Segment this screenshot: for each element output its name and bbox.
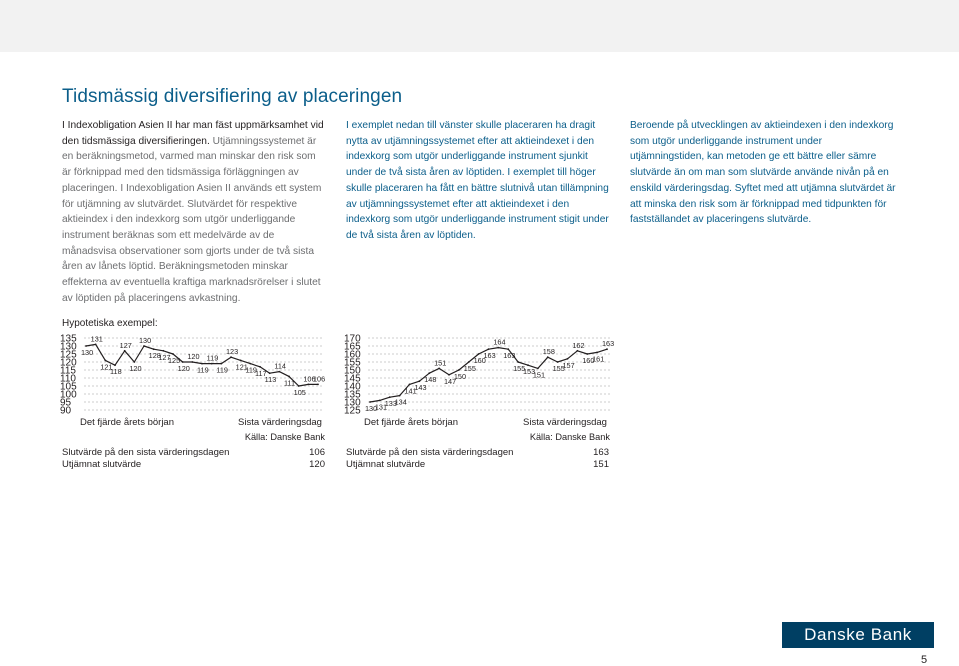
data-label: 160: [473, 356, 486, 365]
data-label: 134: [394, 397, 407, 407]
data-point: [399, 395, 401, 397]
data-label: 117: [255, 368, 267, 378]
example-column: [346, 118, 616, 244]
data-point: [567, 358, 569, 360]
data-point: [369, 401, 371, 403]
data-label: 119: [216, 365, 228, 375]
y-tick-label: 155: [344, 357, 361, 369]
data-label: 114: [274, 361, 286, 371]
data-point: [409, 384, 411, 386]
data-label: 161: [592, 354, 605, 364]
danske-bank-logo: [782, 622, 934, 648]
chart-source: Källa: Danske Bank: [529, 432, 610, 442]
logo-text: Danske Bank: [804, 625, 912, 644]
data-point: [240, 360, 242, 362]
data-point: [438, 368, 440, 370]
y-tick-label: 120: [60, 357, 77, 369]
method-paragraph: Beroende på utvecklingen av aktieindexen i den indexkorg som utgör underliggande instrument under utjämningstiden, kan metoden ge ett bättre eller sämre slutvärde än om man som slutvärde använde nivån på en enskild värderingsdag. Syftet med att utjämna slutvärdet är att minska den risk som är förknippad med tidpunkten för fastställandet av placeringens slutvärde.: [630, 120, 896, 226]
data-label: 162: [572, 340, 585, 350]
data-point: [468, 361, 470, 363]
data-label: 163: [483, 351, 496, 361]
data-label: 123: [226, 347, 239, 357]
data-point: [389, 396, 391, 398]
data-label: 120: [177, 364, 190, 373]
y-tick-label: 135: [60, 333, 77, 345]
data-label: 119: [197, 365, 209, 375]
y-tick-label: 170: [344, 333, 361, 345]
final-value-label: Slutvärde på den sista värderingsdagen: [62, 447, 230, 458]
data-point: [527, 364, 529, 366]
data-point: [95, 344, 97, 346]
data-label: 127: [119, 340, 132, 350]
data-label: 163: [503, 351, 516, 361]
example-chart-rising: [342, 333, 617, 415]
data-point: [114, 364, 116, 366]
final-value: 106: [309, 447, 325, 458]
chart-svg: [58, 333, 328, 415]
data-point: [478, 353, 480, 355]
data-point: [507, 348, 509, 350]
data-label: 163: [602, 339, 615, 349]
data-point: [249, 363, 251, 365]
x-end-label: Sista värderingsdag: [523, 417, 607, 428]
data-point: [537, 368, 539, 370]
data-point: [211, 363, 213, 365]
data-point: [124, 350, 126, 352]
final-value: 163: [593, 447, 609, 458]
data-point: [85, 345, 87, 347]
data-point: [576, 350, 578, 352]
chart-source: Källa: Danske Bank: [244, 432, 325, 442]
data-point: [448, 374, 450, 376]
data-label: 148: [424, 375, 437, 385]
examples-heading: Hypotetiska exempel:: [62, 318, 158, 329]
data-point: [143, 345, 145, 347]
data-label: 155: [513, 364, 526, 373]
data-label: 113: [264, 375, 277, 385]
y-tick-label: 160: [344, 349, 361, 361]
y-tick-label: 90: [60, 405, 72, 417]
intro-lead: I Indexobligation Asien II har man fäst uppmärksamhet vid den tidsmässiga diversifieringen.: [62, 120, 324, 147]
data-label: 164: [493, 337, 506, 347]
data-point: [586, 353, 588, 355]
data-label: 105: [293, 388, 306, 397]
y-tick-label: 100: [60, 389, 77, 401]
y-tick-label: 115: [60, 365, 76, 377]
data-label: 119: [245, 365, 257, 375]
data-label: 111: [284, 378, 296, 388]
method-column: [630, 118, 898, 228]
data-label: 128: [148, 351, 161, 361]
data-point: [230, 356, 232, 358]
data-label: 153: [523, 367, 536, 377]
data-point: [191, 361, 193, 363]
data-point: [497, 347, 499, 349]
final-value-row: [346, 447, 609, 458]
final-value-row: [62, 447, 325, 458]
data-label: 130: [81, 348, 94, 357]
intro-body: Utjämningssystemet är en beräkningsmetod, varmed man minskar den risk som är förknippad med den tidsmässiga förläggningen av placeringen. I Indexobligation Asien II används ett system för utjämning av slutvärdet. Slutvärdet för respektive aktieindex i den indexkorg som utgör underliggande instrument beräknas som ett medelvärde av de månadsvisa observationer som gjorts under de två sista åren av lånets löptid. Beräkningsmetoden minskar effekterna av eventuella kraftiga marknadsrörelser i slutet av löptiden på placeringens avkastning.: [62, 135, 322, 304]
data-label: 130: [365, 404, 378, 413]
data-label: 125: [168, 356, 181, 365]
data-point: [259, 366, 261, 368]
y-tick-label: 105: [60, 381, 77, 393]
data-point: [288, 376, 290, 378]
y-tick-label: 130: [344, 397, 361, 409]
data-point: [547, 356, 549, 358]
data-label: 119: [206, 353, 219, 363]
y-tick-label: 130: [60, 341, 77, 353]
data-point: [220, 363, 222, 365]
data-point: [298, 385, 300, 387]
data-label: 106: [313, 374, 326, 384]
data-label: 118: [110, 367, 122, 377]
intro-paragraph: [62, 118, 324, 306]
y-tick-label: 140: [344, 381, 361, 393]
data-point: [172, 353, 174, 355]
data-point: [458, 369, 460, 371]
data-label: 143: [414, 383, 427, 393]
y-tick-label: 165: [344, 341, 361, 353]
smoothed-value: 151: [593, 459, 609, 470]
data-point: [557, 361, 559, 363]
chart-svg: [342, 333, 617, 415]
y-tick-label: 145: [344, 373, 361, 385]
data-label: 150: [453, 372, 467, 381]
intro-column: [62, 118, 324, 306]
example-paragraph: I exemplet nedan till vänster skulle placeraren ha dragit nytta av utjämningssystemet efter att aktieindexet i den indexkorg som utgör underliggande instrument sjunkit under de två sista åren av löptiden. I exemplet till höger skulle placeraren ha fått en bättre slutnivå utan tillämpning av utjämningssystemet efter att aktieindexet i den indexkorg som utgör underliggande instrument stigit under de två sista åren av löptiden.: [346, 120, 609, 241]
data-label: 158: [542, 347, 555, 357]
data-label: 133: [384, 399, 397, 409]
final-value-label: Slutvärde på den sista värderingsdagen: [346, 447, 514, 458]
data-point: [517, 361, 519, 363]
smoothed-value: 120: [309, 459, 325, 470]
data-point: [428, 372, 430, 374]
data-label: 157: [562, 360, 575, 370]
x-end-label: Sista värderingsdag: [238, 417, 322, 428]
page-number: 5: [921, 654, 928, 666]
data-label: 131: [374, 402, 388, 412]
data-label: 151: [532, 370, 546, 380]
page-title: Tidsmässig diversifiering av placeringen: [62, 86, 403, 107]
data-point: [606, 348, 608, 350]
smoothed-value-label: Utjämnat slutvärde: [62, 459, 142, 470]
smoothed-value-row: [346, 459, 609, 470]
example-chart-falling: [58, 333, 328, 415]
y-tick-label: 135: [344, 389, 361, 401]
data-label: 147: [444, 376, 457, 386]
data-point: [201, 363, 203, 365]
data-label: 106: [303, 374, 316, 384]
smoothed-value-label: Utjämnat slutvärde: [346, 459, 426, 470]
x-start-label: Det fjärde årets början: [80, 417, 174, 428]
data-point: [278, 371, 280, 373]
y-tick-label: 110: [60, 373, 76, 385]
data-label: 155: [552, 364, 565, 373]
data-label: 141: [404, 386, 417, 396]
smoothed-value-row: [62, 459, 325, 470]
data-point: [317, 384, 319, 386]
data-label: 151: [434, 358, 447, 368]
data-label: 120: [129, 364, 142, 373]
data-label: 121: [100, 362, 113, 372]
data-point: [307, 384, 309, 386]
data-point: [418, 380, 420, 382]
y-tick-label: 95: [60, 397, 72, 409]
data-label: 121: [235, 362, 248, 372]
data-label: 127: [158, 352, 171, 362]
header-band: [0, 0, 959, 52]
x-start-label: Det fjärde årets början: [364, 417, 458, 428]
data-label: 131: [90, 334, 103, 344]
data-label: 130: [139, 336, 152, 345]
data-point: [488, 348, 490, 350]
data-point: [379, 400, 381, 402]
data-label: 160: [582, 356, 595, 365]
data-point: [269, 372, 271, 374]
data-label: 155: [463, 364, 476, 373]
data-point: [133, 361, 135, 363]
data-point: [182, 361, 184, 363]
y-tick-label: 125: [60, 349, 77, 361]
data-point: [153, 348, 155, 350]
data-point: [162, 350, 164, 352]
y-tick-label: 150: [344, 365, 361, 377]
y-tick-label: 125: [344, 405, 361, 417]
data-point: [596, 352, 598, 354]
data-point: [104, 360, 106, 362]
data-label: 120: [187, 352, 200, 361]
